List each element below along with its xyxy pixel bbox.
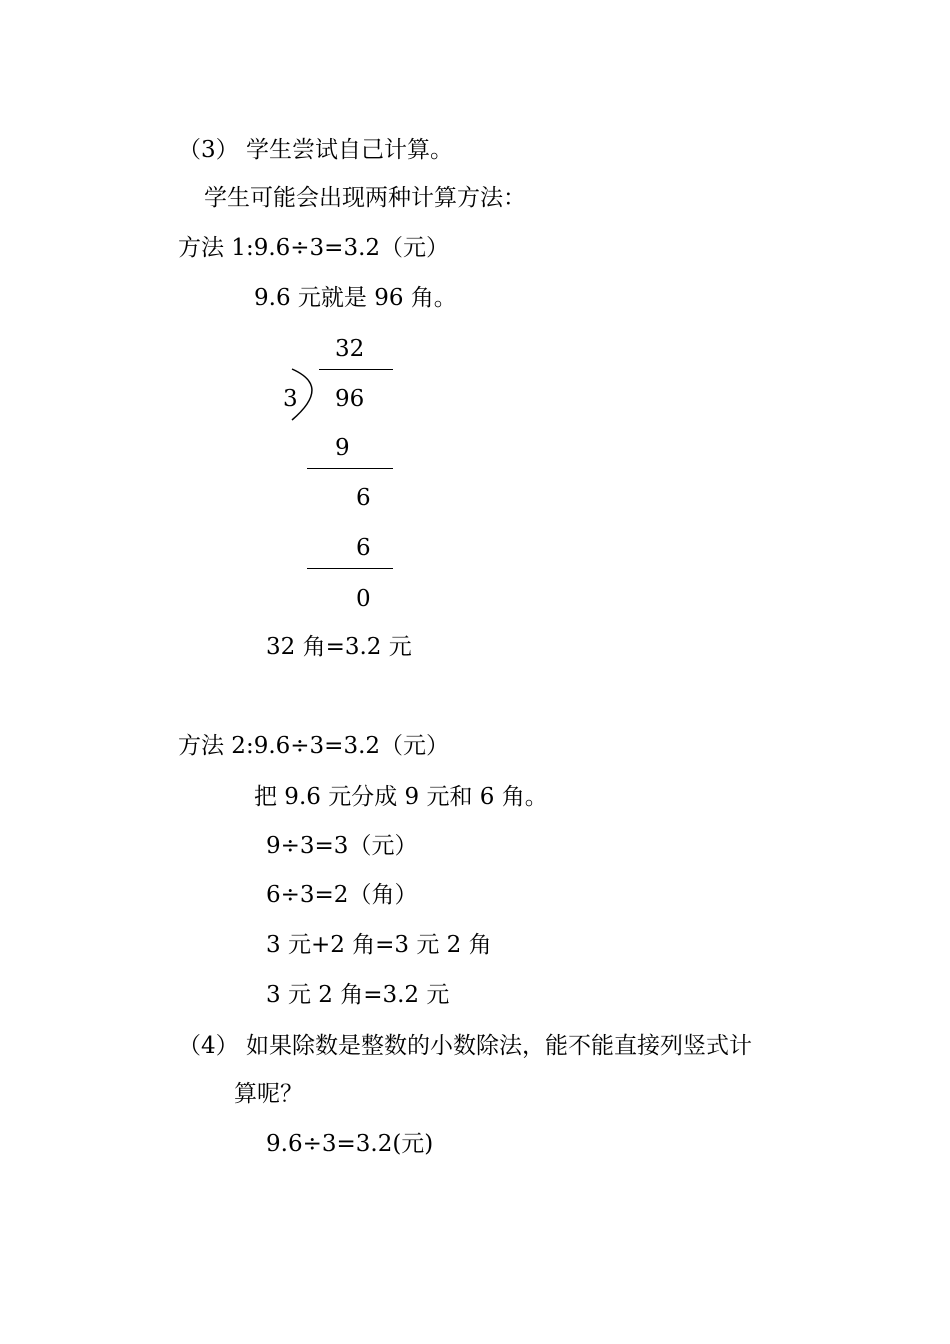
division-top-line [319, 369, 393, 370]
method-2-equation: 方法 2:9.6÷3=3.2（元） [178, 733, 450, 759]
division-remainder: 0 [356, 586, 371, 612]
division-quotient: 32 [335, 336, 365, 362]
method-1-result: 32 角=3.2 元 [266, 634, 412, 660]
method-2-step-4: 3 元 2 角=3.2 元 [266, 982, 450, 1008]
division-subtract-2: 6 [356, 535, 371, 561]
final-equation: 9.6÷3=3.2(元) [266, 1131, 434, 1157]
division-line-2 [307, 568, 393, 569]
method-2-step-2: 6÷3=2（角） [266, 882, 418, 908]
division-divisor: 3 [283, 386, 298, 412]
method-2-step-1: 9÷3=3（元） [266, 833, 418, 859]
division-dividend: 96 [335, 386, 365, 412]
division-subtract-1: 9 [335, 435, 350, 461]
method-2-step-3: 3 元+2 角=3 元 2 角 [266, 932, 492, 958]
division-bracket [290, 369, 324, 421]
step-3-heading: （3） 学生尝试自己计算。 [178, 137, 453, 163]
division-line-1 [307, 468, 393, 469]
method-1-equation: 方法 1:9.6÷3=3.2（元） [178, 235, 450, 261]
intro-line: 学生可能会出现两种计算方法： [204, 185, 526, 211]
method-2-split: 把 9.6 元分成 9 元和 6 角。 [254, 784, 548, 810]
step-4-question-cont: 算呢？ [234, 1081, 303, 1107]
division-remainder-1: 6 [356, 485, 371, 511]
step-4-question: （4） 如果除数是整数的小数除法，能不能直接列竖式计 [178, 1033, 752, 1059]
method-1-note: 9.6 元就是 96 角。 [254, 285, 457, 311]
